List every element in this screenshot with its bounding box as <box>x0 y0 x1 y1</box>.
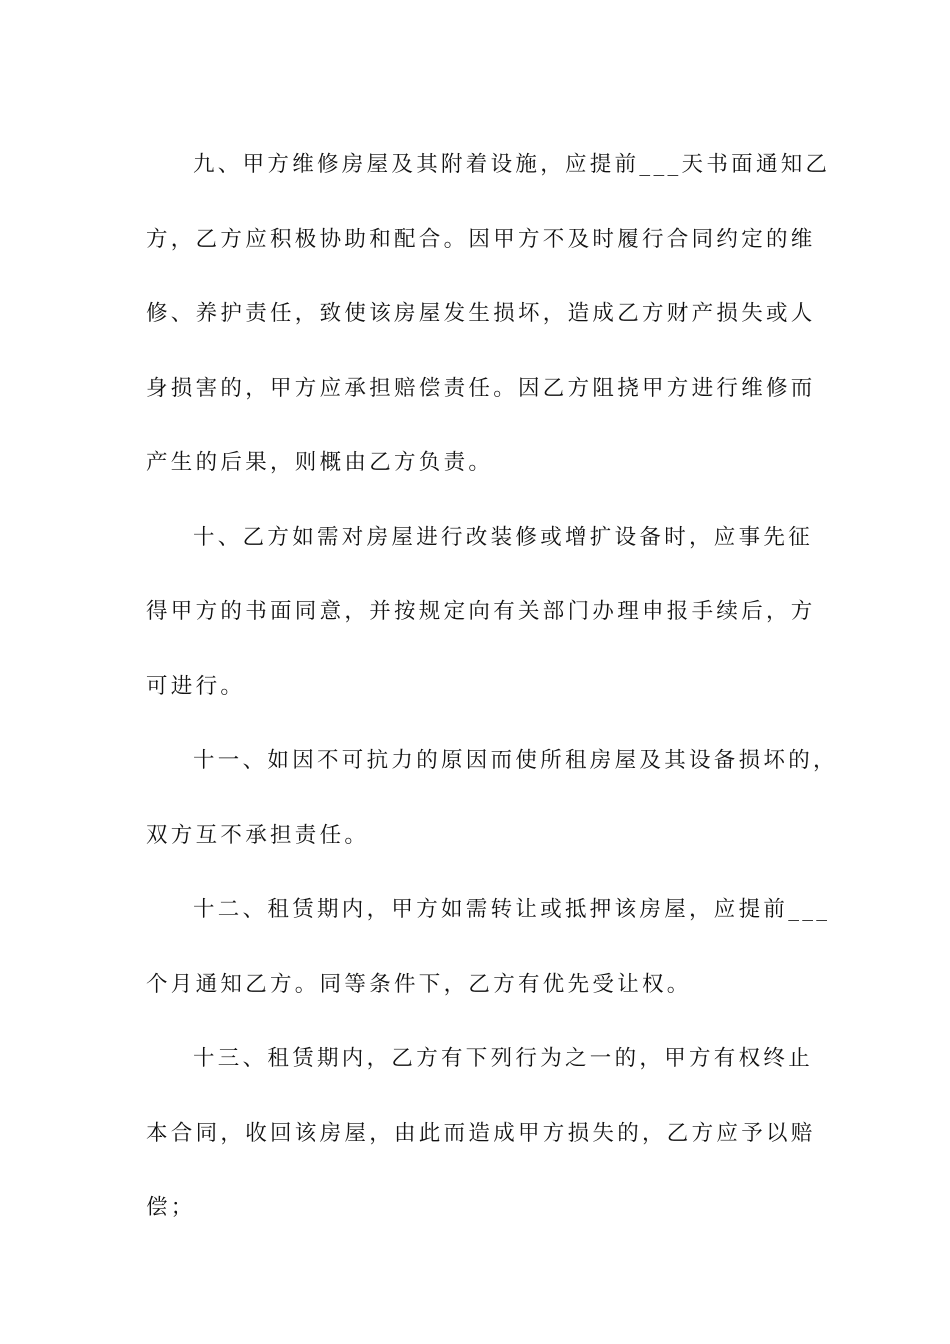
clause-9-line-4: 身损害的，甲方应承担赔偿责任。因乙方阻挠甲方进行维修而 <box>146 375 816 401</box>
contract-text <box>146 128 838 1246</box>
clause-12-line-2: 个月通知乙方。同等条件下，乙方有优先受让权。 <box>146 971 692 997</box>
clause-13-line-2: 本合同，收回该房屋，由此而造成甲方损失的，乙方应予以赔 <box>146 1120 816 1146</box>
clause-10-line-3: 可进行。 <box>146 673 246 699</box>
clause-13-line-3: 偿； <box>146 1195 196 1220</box>
clause-11-line-2: 双方互不承担责任。 <box>146 822 370 848</box>
clause-11-line-1: 十一、如因不可抗力的原因而使所租房屋及其设备损坏的， <box>193 748 838 773</box>
clause-9-line-2: 方，乙方应积极协助和配合。因甲方不及时履行合同约定的维 <box>146 226 816 252</box>
clause-9-line-3: 修、养护责任，致使该房屋发生损坏，造成乙方财产损失或人 <box>146 301 816 326</box>
clause-9-line-5: 产生的后果，则概由乙方负责。 <box>146 450 494 475</box>
clause-13-line-1: 十三、租赁期内，乙方有下列行为之一的，甲方有权终止 <box>193 1046 814 1071</box>
clause-10-line-2: 得甲方的书面同意，并按规定向有关部门办理申报手续后，方 <box>146 599 816 624</box>
clause-12-line-1: 十二、租赁期内，甲方如需转让或抵押该房屋，应提前___ <box>193 897 831 922</box>
clause-9-line-1: 九、甲方维修房屋及其附着设施，应提前___天书面通知乙 <box>193 152 831 177</box>
clause-10-line-1: 十、乙方如需对房屋进行改装修或增扩设备时，应事先征 <box>193 524 814 550</box>
